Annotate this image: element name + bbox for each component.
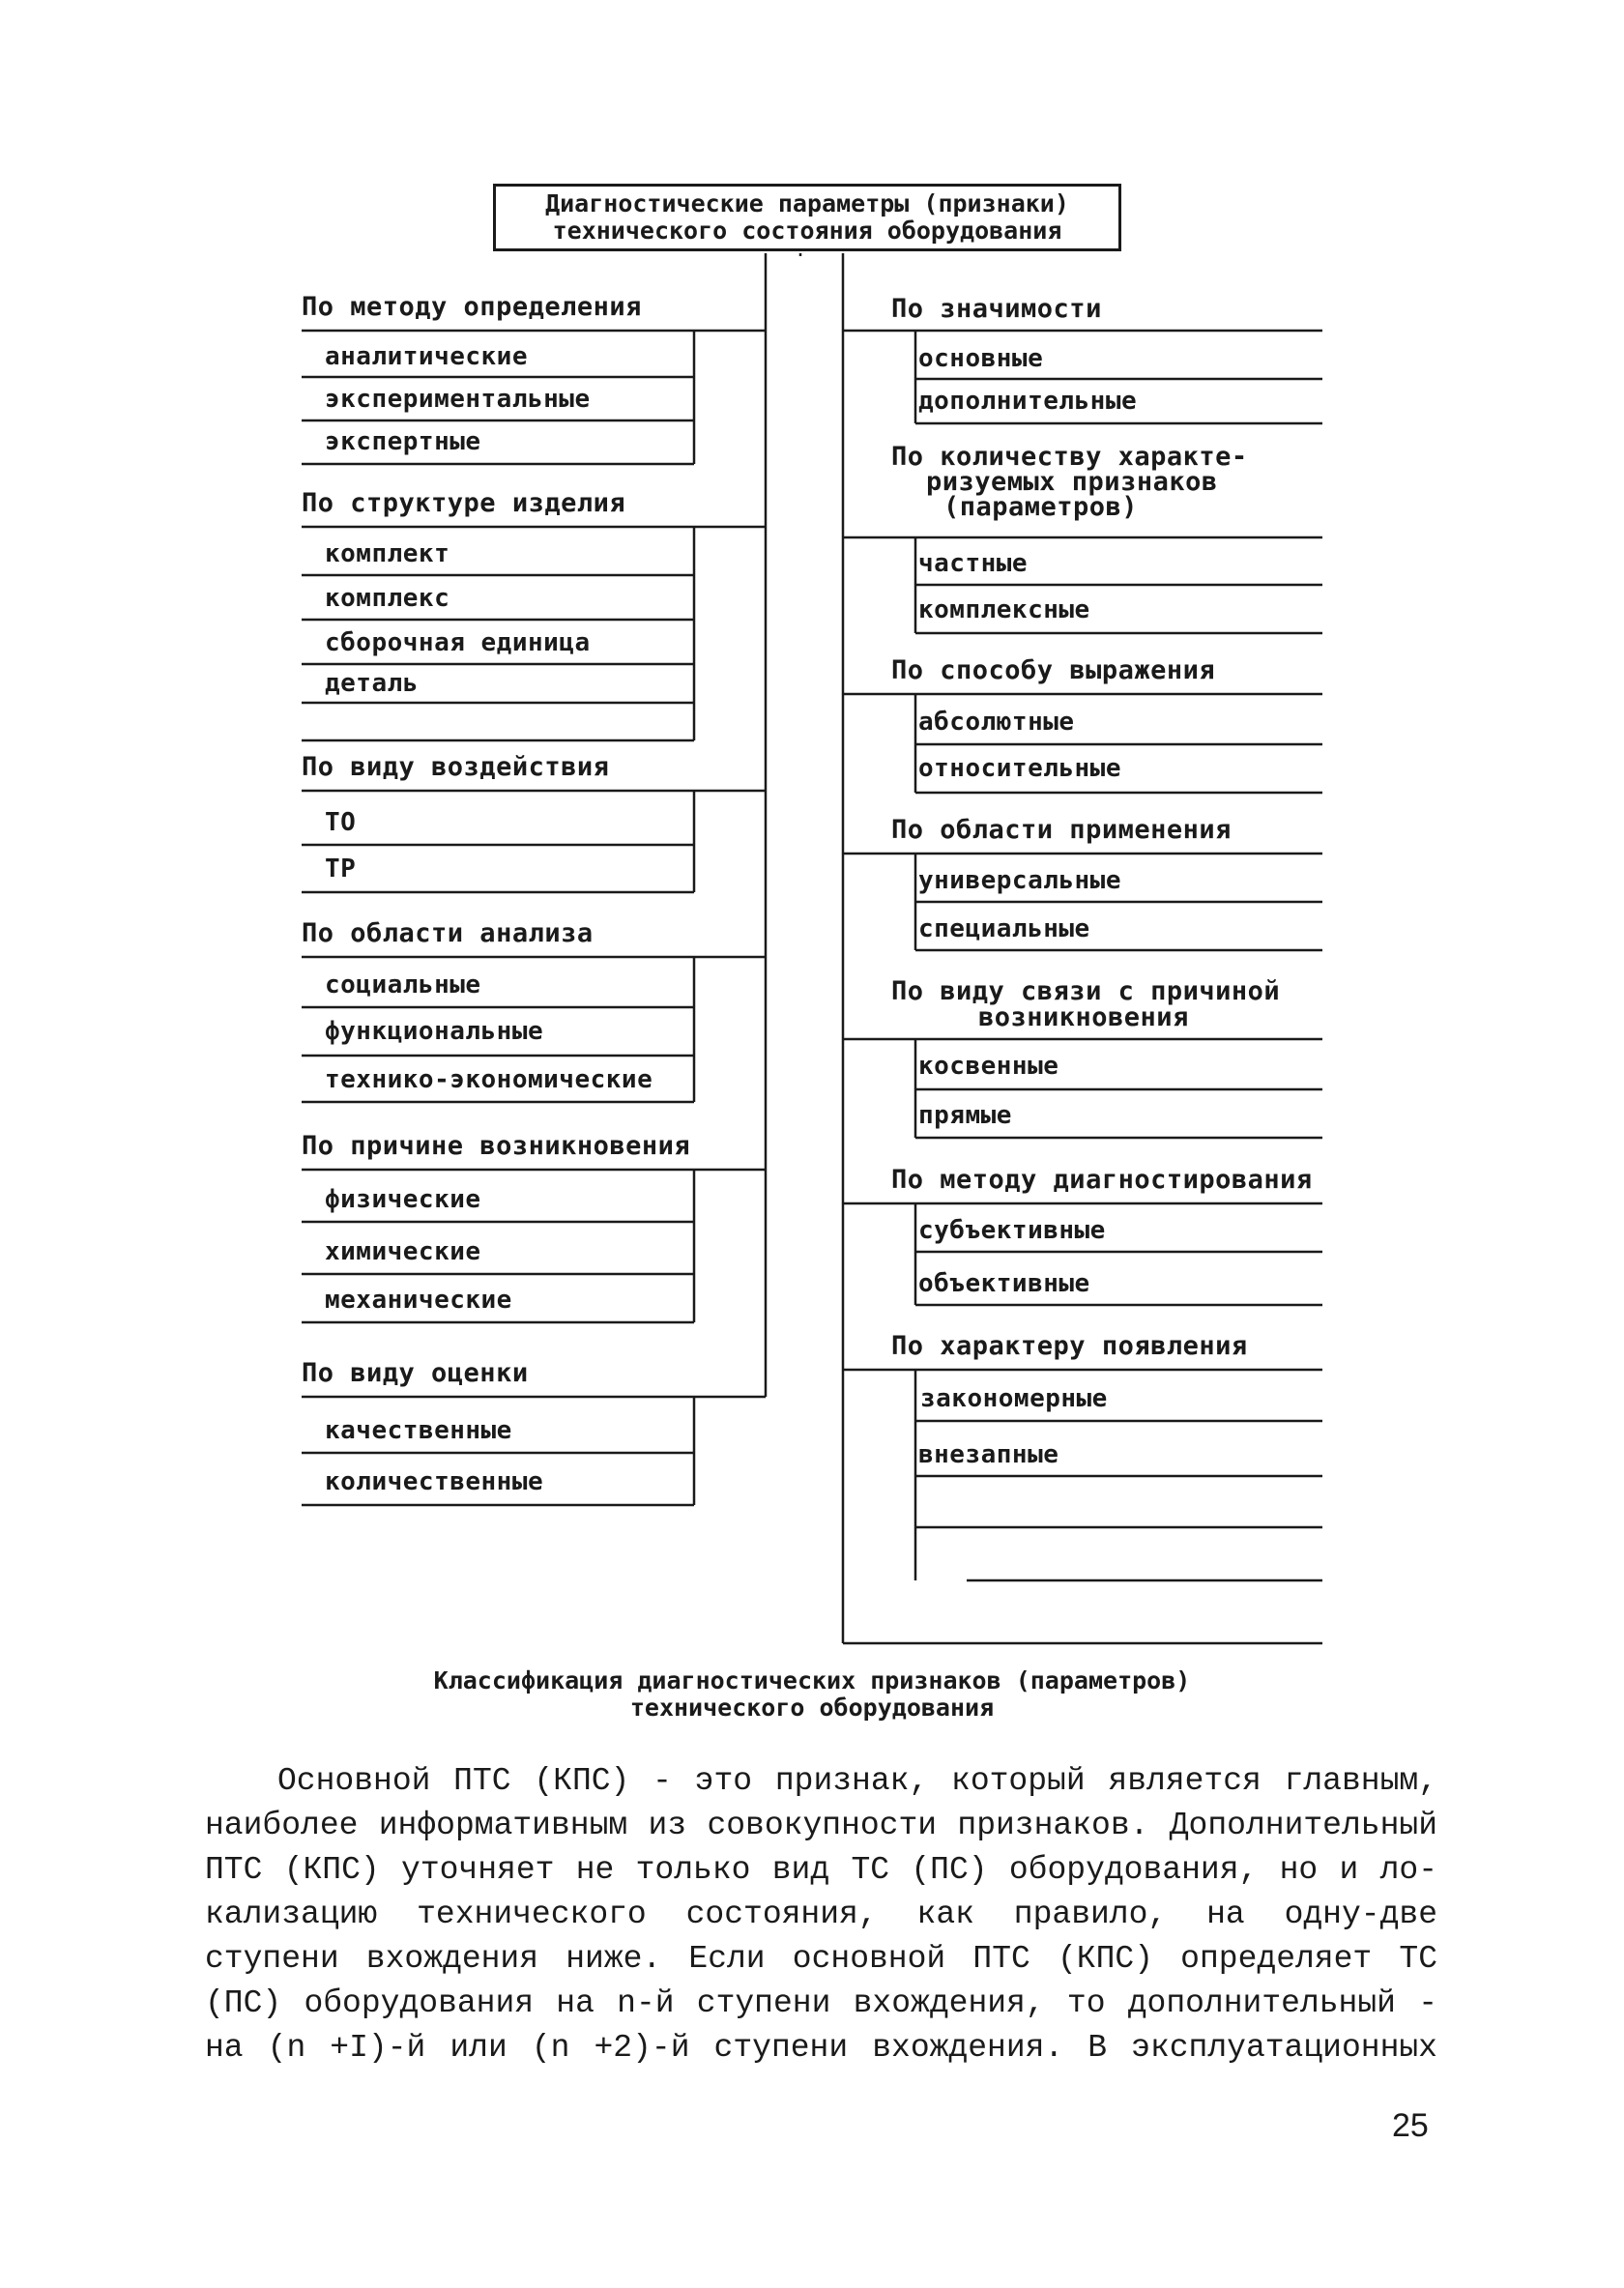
right-title-line: ризуемых признаков bbox=[926, 467, 1218, 497]
left-item: ТО bbox=[325, 808, 357, 837]
right-category-title: По способу выражения bbox=[891, 655, 1216, 685]
paragraph-line: ступени вхождения ниже. Если основной ПТС (КПС) определяет ТС bbox=[205, 1941, 1437, 1977]
right-item: комплексные bbox=[918, 595, 1090, 624]
left-category-title: По методу определения bbox=[302, 292, 642, 322]
right-category-title bbox=[891, 978, 1280, 1030]
paragraph-line: Основной ПТС (КПС) - это признак, который является главным, bbox=[277, 1763, 1437, 1799]
left-item: комплекс bbox=[325, 584, 450, 613]
right-title-line: По виду связи с причиной bbox=[891, 976, 1281, 1006]
right-item: внезапные bbox=[918, 1440, 1059, 1469]
right-item: основные bbox=[918, 344, 1044, 373]
left-item: функциональные bbox=[325, 1017, 544, 1046]
right-item: специальные bbox=[918, 914, 1090, 943]
root-title-line2: технического состояния оборудования bbox=[552, 217, 1062, 245]
paragraph-line: (ПС) оборудования на n-й ступени вхождения, то дополнительный - bbox=[205, 1985, 1437, 2021]
right-category-title: По методу диагностирования bbox=[891, 1165, 1313, 1195]
left-item: количественные bbox=[325, 1467, 544, 1496]
right-item: прямые bbox=[918, 1101, 1012, 1130]
left-item: комплект bbox=[325, 539, 450, 568]
body-paragraph bbox=[205, 1759, 1437, 2071]
page-number: 25 bbox=[1392, 2107, 1429, 2144]
paragraph-line: ПТС (КПС) уточняет не только вид ТС (ПС) оборудования, но и ло- bbox=[205, 1852, 1437, 1888]
left-item: экспериментальные bbox=[325, 385, 591, 414]
right-category-title: По характеру появления bbox=[891, 1331, 1248, 1361]
paragraph-line: кализацию технического состояния, как правило, на одну-две bbox=[205, 1897, 1437, 1932]
right-category-title: По значимости bbox=[891, 294, 1102, 324]
caption-line2: технического оборудования bbox=[629, 1694, 995, 1722]
left-item: физические bbox=[325, 1185, 481, 1214]
right-item: объективные bbox=[918, 1269, 1090, 1298]
right-item: закономерные bbox=[920, 1384, 1108, 1413]
left-item: аналитические bbox=[325, 342, 528, 371]
right-item: частные bbox=[918, 549, 1029, 578]
left-item: качественные bbox=[325, 1416, 512, 1445]
left-item: химические bbox=[325, 1237, 481, 1266]
figure-caption bbox=[0, 1667, 1624, 1722]
right-title-line: (параметров) bbox=[943, 492, 1139, 522]
caption-line1: Классификация диагностических признаков (параметров) bbox=[433, 1666, 1191, 1694]
root-box bbox=[493, 184, 1121, 251]
right-item: дополнительные bbox=[918, 387, 1138, 416]
left-category-title: По области анализа bbox=[302, 918, 594, 948]
right-title-line: возникновения bbox=[978, 1002, 1189, 1032]
right-item: косвенные bbox=[918, 1052, 1059, 1081]
left-category-title: По структуре изделия bbox=[302, 488, 626, 518]
left-item: экспертные bbox=[325, 427, 481, 456]
left-item: сборочная единица bbox=[325, 628, 591, 657]
right-category-title bbox=[891, 442, 1248, 522]
right-item: абсолютные bbox=[918, 708, 1075, 737]
paragraph-line: наиболее информативным из совокупности признаков. Дополнительный bbox=[205, 1808, 1437, 1843]
root-title-line1: Диагностические параметры (признаки) bbox=[545, 189, 1069, 217]
paragraph-line: на (n +I)-й или (n +2)-й ступени вхождения. В эксплуатационных bbox=[205, 2030, 1437, 2066]
left-category-title: По виду оценки bbox=[302, 1358, 529, 1388]
left-item: социальные bbox=[325, 970, 481, 999]
left-item: ТР bbox=[325, 854, 357, 883]
right-title-line: По количеству характе- bbox=[891, 442, 1248, 472]
right-category-title: По области применения bbox=[891, 815, 1232, 845]
left-category-title: По причине возникновения bbox=[302, 1131, 691, 1161]
left-item: деталь bbox=[325, 669, 419, 698]
left-item: механические bbox=[325, 1286, 512, 1315]
right-item: субъективные bbox=[918, 1216, 1106, 1245]
left-category-title: По виду воздействия bbox=[302, 752, 610, 782]
right-item: относительные bbox=[918, 754, 1121, 783]
right-item: универсальные bbox=[918, 866, 1121, 895]
left-item: технико-экономические bbox=[325, 1065, 653, 1094]
